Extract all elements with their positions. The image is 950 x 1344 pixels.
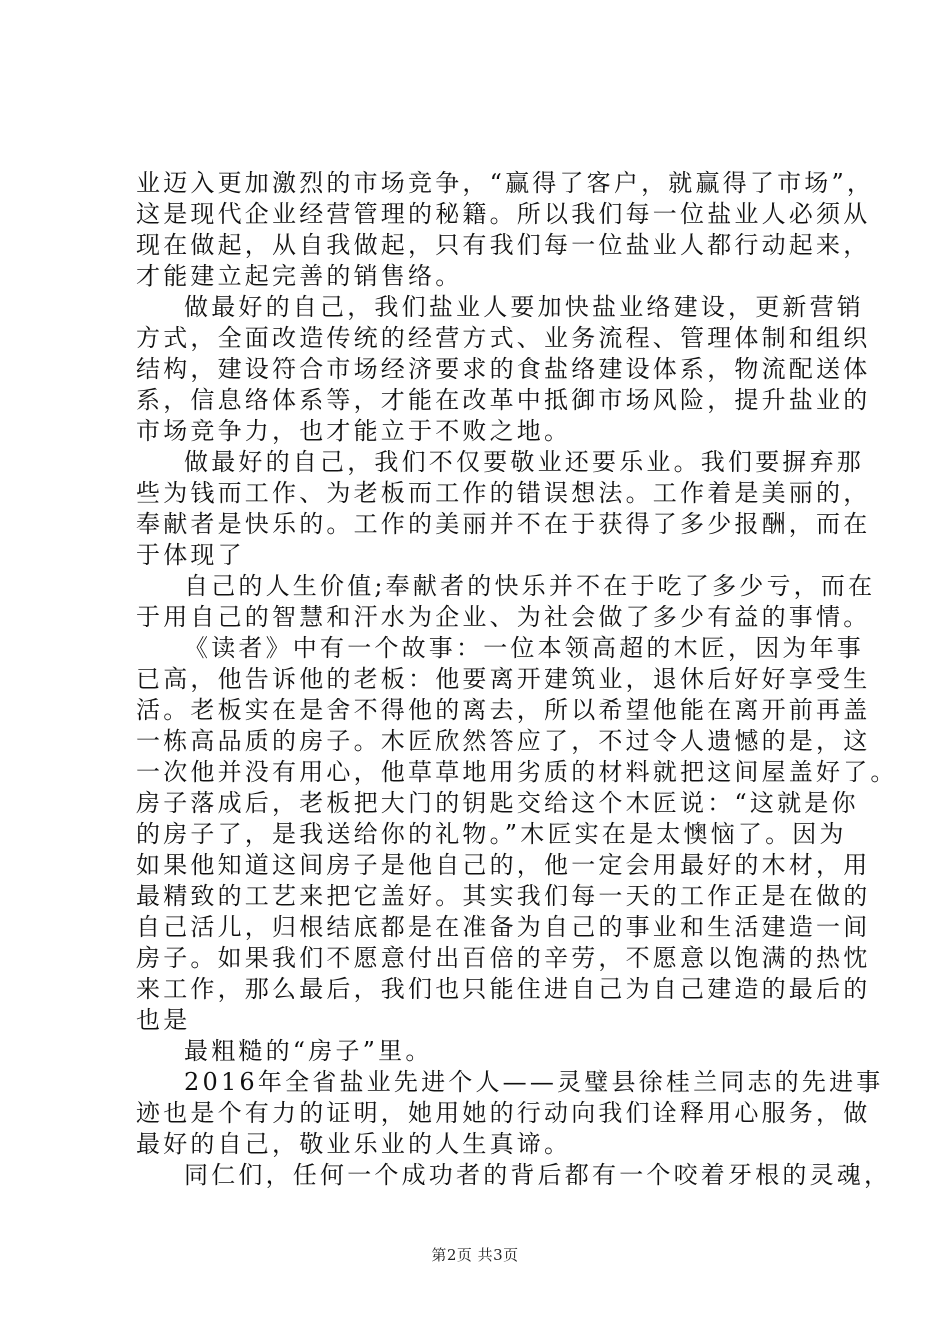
text-line: 活。老板实在是舍不得他的离去，所以希望他能在离开前再盖 — [136, 696, 871, 724]
text-line: 2016年全省盐业先进个人——灵璧县徐桂兰同志的先进事 — [184, 1068, 884, 1096]
text-line: 最好的自己，敬业乐业的人生真谛。 — [136, 1130, 572, 1158]
text-line: 做最好的自己，我们盐业人要加快盐业络建设，更新营销 — [184, 293, 864, 321]
text-line: 也是 — [136, 1006, 191, 1034]
text-line: 如果他知道这间房子是他自己的，他一定会用最好的木材，用 — [136, 851, 871, 879]
text-line: 迹也是个有力的证明，她用她的行动向我们诠释用心服务，做 — [136, 1099, 871, 1127]
text-line: 方式，全面改造传统的经营方式、业务流程、管理体制和组织 — [136, 324, 871, 352]
text-line: 最精致的工艺来把它盖好。其实我们每一天的工作正是在做的 — [136, 882, 871, 910]
text-line: 房子落成后，老板把大门的钥匙交给这个木匠说：“这就是你 — [136, 789, 859, 817]
text-line: 奉献者是快乐的。工作的美丽并不在于获得了多少报酬，而在 — [136, 510, 871, 538]
text-line: 市场竞争力，也才能立于不败之地。 — [136, 417, 572, 445]
text-line: 系，信息络体系等，才能在改革中抵御市场风险，提升盐业的 — [136, 386, 871, 414]
text-line: 《读者》中有一个故事：一位本领高超的木匠，因为年事 — [184, 634, 864, 662]
text-line: 于用自己的智慧和汗水为企业、为社会做了多少有益的事情。 — [136, 603, 871, 631]
text-line: 这是现代企业经营管理的秘籍。所以我们每一位盐业人必须从 — [136, 200, 871, 228]
text-line: 的房子了，是我送给你的礼物。”木匠实在是太懊恼了。因为 — [136, 820, 847, 848]
text-line: 做最好的自己，我们不仅要敬业还要乐业。我们要摒弃那 — [184, 448, 864, 476]
text-line: 已高，他告诉他的老板：他要离开建筑业，退休后好好享受生 — [136, 665, 871, 693]
text-line: 自己的人生价值;奉献者的快乐并不在于吃了多少亏，而在 — [184, 572, 876, 600]
page-footer: 第2页 共3页 — [431, 1246, 519, 1264]
text-line: 于体现了 — [136, 541, 245, 569]
text-line: 现在做起，从自我做起，只有我们每一位盐业人都行动起来， — [136, 231, 871, 259]
document-body — [136, 168, 898, 1191]
text-line: 房子。如果我们不愿意付出百倍的辛劳，不愿意以饱满的热忱 — [136, 944, 871, 972]
text-line: 同仁们，任何一个成功者的背后都有一个咬着牙根的灵魂， — [184, 1161, 892, 1189]
text-line: 自己活儿，归根结底都是在准备为自己的事业和生活建造一间 — [136, 913, 871, 941]
text-line: 最粗糙的“房子”里。 — [184, 1037, 433, 1065]
text-line: 些为钱而工作、为老板而工作的错误想法。工作着是美丽的， — [136, 479, 871, 507]
text-line: 业迈入更加激烈的市场竞争，“赢得了客户，就赢得了市场”， — [136, 169, 875, 197]
text-line: 才能建立起完善的销售络。 — [136, 262, 463, 290]
text-line: 来工作，那么最后，我们也只能住进自己为自己建造的最后的 — [136, 975, 871, 1003]
text-line: 结构，建设符合市场经济要求的食盐络建设体系，物流配送体 — [136, 355, 871, 383]
text-line: 一栋高品质的房子。木匠欣然答应了，不过令人遗憾的是，这 — [136, 727, 871, 755]
text-line: 一次他并没有用心，他草草地用劣质的材料就把这间屋盖好了。 — [136, 758, 898, 786]
